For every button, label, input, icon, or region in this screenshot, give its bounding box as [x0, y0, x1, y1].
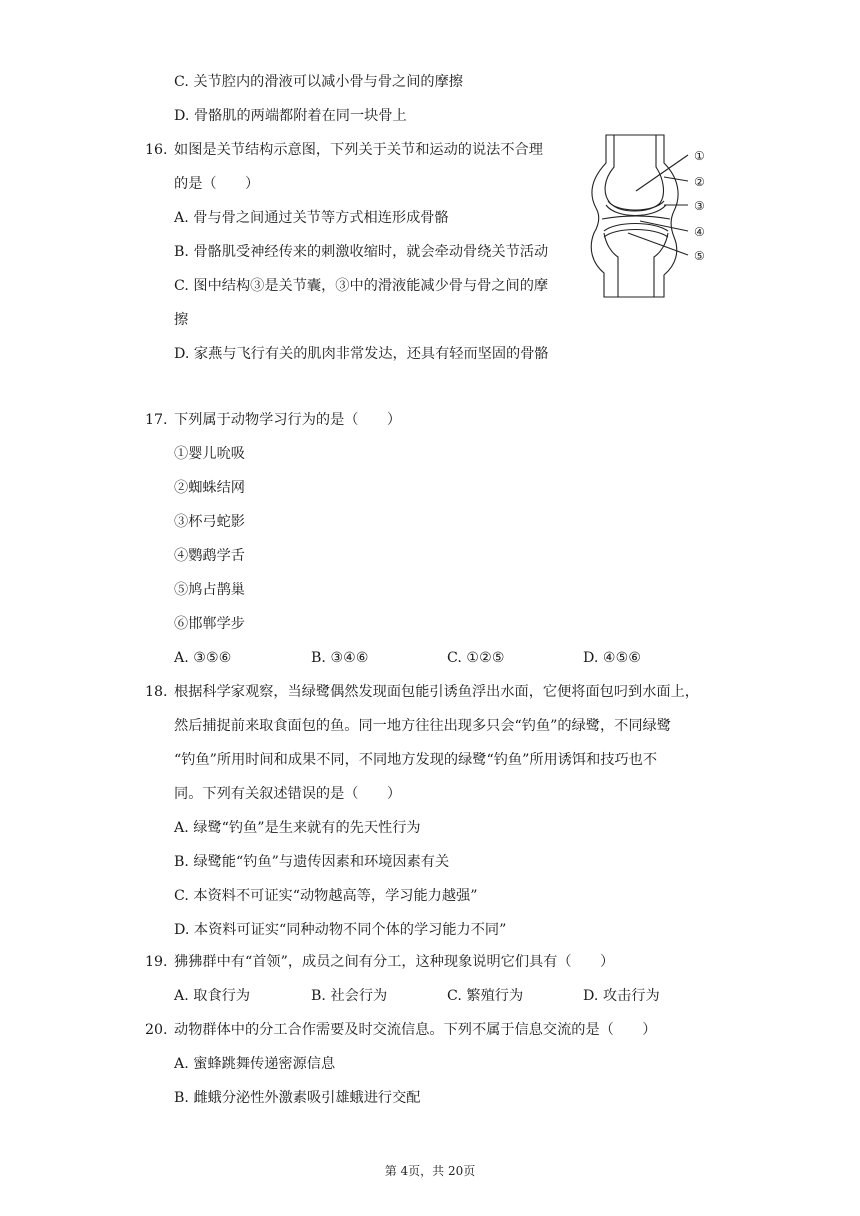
q19-option-b	[311, 986, 387, 1006]
q18-option-a	[174, 818, 421, 838]
option-text: 骨骼肌受神经传来的刺激收缩时，就会牵动骨绕关节活动	[193, 244, 549, 260]
q17-item: ④鹦鹉学舌	[174, 548, 245, 564]
option-label: A.	[174, 210, 189, 226]
option-label: D.	[583, 988, 599, 1004]
q16-option-c	[174, 276, 548, 296]
option-text: 取食行为	[193, 988, 251, 1004]
q15-option-d	[174, 106, 407, 126]
option-label: B.	[174, 1090, 189, 1106]
q17-option-d	[583, 648, 641, 668]
option-label: D.	[174, 346, 190, 362]
option-text: ③④⑥	[330, 650, 369, 666]
option-text: ④⑤⑥	[602, 650, 642, 666]
option-label: D.	[583, 650, 599, 666]
q16-option-c-continued: 擦	[174, 312, 189, 328]
q17-item: ②蜘蛛结网	[174, 480, 245, 496]
q18-option-d	[174, 920, 506, 940]
q18-option-b	[174, 852, 449, 872]
option-text: 繁殖行为	[466, 988, 524, 1004]
option-text: 骨与骨之间通过关节等方式相连形成骨骼	[193, 210, 449, 226]
lower-bone	[604, 233, 668, 297]
option-text: 骨骼肌的两端都附着在同一块骨上	[193, 108, 407, 124]
option-label: C.	[447, 650, 462, 666]
option-text: ③⑤⑥	[193, 650, 232, 666]
option-label: A.	[174, 1056, 189, 1072]
option-text: 本资料不可证实“动物越高等，学习能力越强”	[193, 888, 478, 904]
option-text: ①②⑤	[466, 650, 505, 666]
q16-number: 16.	[145, 142, 168, 158]
option-label: A.	[174, 650, 189, 666]
q17-item: ③杯弓蛇影	[174, 514, 245, 530]
q20-option-a	[174, 1054, 335, 1074]
q19-stem: 狒狒群中有“首领”，成员之间有分工，这种现象说明它们具有（ ）	[174, 954, 615, 970]
q19-option-a	[174, 986, 250, 1006]
upper-cartilage	[606, 201, 666, 216]
q17-number: 17.	[145, 412, 168, 428]
q18-stem-line: 然后捕捉前来取食面包的鱼。同一地方往往出现多只会“钓鱼”的绿鹭，不同绿鹭	[174, 718, 671, 734]
diagram-label-1: ①	[694, 149, 705, 163]
option-label: A.	[174, 988, 189, 1004]
q17-item: ①婴儿吮吸	[174, 446, 245, 462]
lower-cartilage	[604, 224, 668, 238]
diagram-label-4: ④	[694, 225, 705, 239]
option-label: D.	[174, 922, 190, 938]
q17-item: ⑥邯郸学步	[174, 616, 245, 632]
q15-option-c	[174, 72, 463, 92]
joint-structure-diagram	[584, 133, 716, 299]
q17-option-a	[174, 648, 231, 668]
option-label: B.	[311, 988, 326, 1004]
q19-number: 19.	[145, 954, 168, 970]
option-text: 蜜蜂跳舞传递密源信息	[193, 1056, 336, 1072]
page-footer: 第 4页，共 20页	[384, 1164, 476, 1178]
option-label: C.	[447, 988, 462, 1004]
option-text: 家燕与飞行有关的肌肉非常发达，还具有轻而坚固的骨骼	[193, 346, 549, 362]
q16-stem-line1: 如图是关节结构示意图，下列关于关节和运动的说法不合理	[174, 142, 543, 158]
q16-stem-line2: 的是（ ）	[174, 176, 260, 192]
q20-option-b	[174, 1088, 420, 1108]
option-text: 攻击行为	[602, 988, 660, 1004]
q17-item: ⑤鸠占鹊巢	[174, 582, 245, 598]
joint-cavity	[602, 216, 670, 219]
upper-bone	[605, 135, 663, 211]
q16-option-a	[174, 208, 449, 228]
q19-option-d	[583, 986, 660, 1006]
q18-stem-line: “钓鱼”所用时间和成果不同，不同地方发现的绿鹭“钓鱼”所用诱饵和技巧也不	[174, 752, 658, 768]
option-text: 绿鹭能“钓鱼”与遗传因素和环境因素有关	[193, 854, 450, 870]
option-text: 社会行为	[330, 988, 388, 1004]
q18-number: 18.	[145, 684, 168, 700]
q16-option-b	[174, 242, 548, 262]
q17-stem: 下列属于动物学习行为的是（ ）	[174, 412, 402, 428]
q20-number: 20.	[145, 1022, 168, 1038]
diagram-label-2: ②	[694, 175, 705, 189]
q16-option-d	[174, 344, 549, 364]
option-label: D.	[174, 108, 190, 124]
option-label: A.	[174, 820, 189, 836]
option-label: C.	[174, 278, 189, 294]
q18-stem-line: 同。下列有关叙述错误的是（ ）	[174, 786, 402, 802]
option-text: 雌蛾分泌性外激素吸引雄蛾进行交配	[193, 1090, 421, 1106]
option-text: 绿鹭“钓鱼”是生来就有的先天性行为	[193, 820, 421, 836]
q20-stem: 动物群体中的分工合作需要及时交流信息。下列不属于信息交流的是（ ）	[174, 1022, 657, 1038]
option-label: B.	[174, 244, 189, 260]
q18-stem-line: 根据科学家观察，当绿鹭偶然发现面包能引诱鱼浮出水面，它便将面包叼到水面上，	[174, 684, 699, 700]
q17-option-b	[311, 648, 369, 668]
option-label: B.	[311, 650, 326, 666]
q17-option-c	[447, 648, 505, 668]
diagram-label-3: ③	[694, 199, 705, 213]
q18-option-c	[174, 886, 477, 906]
option-label: B.	[174, 854, 189, 870]
option-label: C.	[174, 74, 189, 90]
option-text: 本资料可证实“同种动物不同个体的学习能力不同”	[193, 922, 507, 938]
option-text: 关节腔内的滑液可以减小骨与骨之间的摩擦	[193, 74, 463, 90]
option-label: C.	[174, 888, 189, 904]
option-text: 图中结构③是关节囊，③中的滑液能减少骨与骨之间的摩	[193, 278, 549, 294]
diagram-label-5: ⑤	[694, 249, 705, 263]
q19-option-c	[447, 986, 523, 1006]
